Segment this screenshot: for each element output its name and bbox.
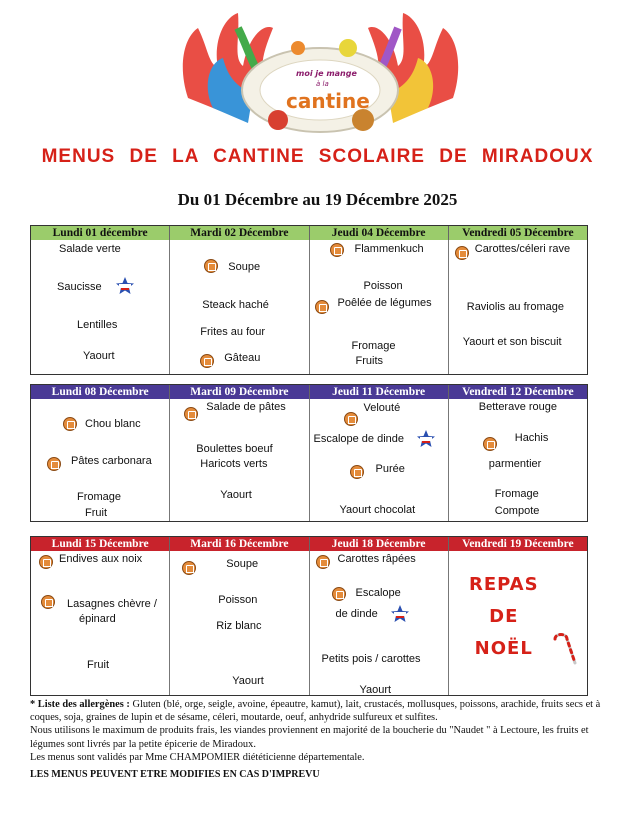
day-header: Vendredi 05 Décembre xyxy=(448,226,587,240)
menu-item: Carottes râpées xyxy=(337,553,416,565)
noel-line: DE xyxy=(489,606,519,627)
day-menu xyxy=(309,399,448,521)
menu-item: Raviolis au fromage xyxy=(466,301,564,313)
footnotes xyxy=(30,698,620,764)
menu-item: Yaourt xyxy=(83,350,115,362)
menu-item: Salade verte xyxy=(59,243,121,255)
day-header: Mardi 02 Décembre xyxy=(169,226,308,240)
homemade-icon xyxy=(182,561,196,575)
menu-item: Purée xyxy=(375,463,405,475)
menu-item: Yaourt xyxy=(220,489,252,501)
day-menu xyxy=(169,240,308,374)
homemade-icon xyxy=(332,587,346,601)
menu-item: Boulettes boeuf xyxy=(196,443,273,455)
menu-item: Fruit xyxy=(87,659,109,671)
candy-cane-icon xyxy=(549,631,581,667)
week-2-table xyxy=(30,384,588,522)
homemade-icon xyxy=(344,412,358,426)
label-rouge-star-icon xyxy=(416,429,436,449)
menu-item: Yaourt xyxy=(359,684,392,696)
menu-item: Steack haché xyxy=(202,299,269,311)
day-menu xyxy=(448,240,587,374)
homemade-icon xyxy=(330,243,344,257)
sourcing-note: Nous utilisons le maximum de produits frais, les viandes proviennent en majorité de la boucherie du "Naudet " à Lectoure, les fruits et légumes sont livrés par la petite épicerie de Miradoux. xyxy=(30,725,589,750)
homemade-icon xyxy=(483,437,497,451)
day-header: Vendredi 19 Décembre xyxy=(448,537,587,551)
cantine-logo xyxy=(178,8,463,138)
menu-item: Salade de pâtes xyxy=(206,401,286,413)
week-3-table xyxy=(30,536,588,696)
menu-item: Poisson xyxy=(363,280,403,292)
day-menu xyxy=(31,399,169,521)
menu-item: Poêlée de légumes xyxy=(337,297,432,309)
day-menu-christmas xyxy=(448,551,587,695)
homemade-icon xyxy=(63,417,77,431)
modification-warning: LES MENUS PEUVENT ETRE MODIFIES EN CAS D'IMPREVU xyxy=(30,769,320,780)
menu-item: Chou blanc xyxy=(85,418,141,430)
homemade-icon xyxy=(41,595,55,609)
menu-item: Lasagnes chèvre / xyxy=(67,598,157,610)
menu-item: Haricots verts xyxy=(200,458,268,470)
noel-line: NOËL xyxy=(474,638,533,659)
homemade-icon xyxy=(316,555,330,569)
menu-item: Fromage xyxy=(77,491,122,503)
menu-item: Hachis xyxy=(514,432,549,444)
day-menu xyxy=(169,551,308,695)
day-header: Mardi 09 Décembre xyxy=(169,385,308,399)
page-title: MENUS DE LA CANTINE SCOLAIRE DE MIRADOUX xyxy=(41,146,594,167)
day-menu xyxy=(31,551,169,695)
label-rouge-star-icon xyxy=(390,604,410,624)
homemade-icon xyxy=(39,555,53,569)
day-header: Jeudi 18 Décembre xyxy=(309,537,448,551)
day-menu xyxy=(31,240,169,374)
christmas-meal-text xyxy=(459,569,549,665)
day-header: Vendredi 12 Décembre xyxy=(448,385,587,399)
menu-item: Carottes/céleri rave xyxy=(474,243,571,255)
menu-item: Yaourt et son biscuit xyxy=(462,336,562,348)
menu-item: Velouté xyxy=(363,402,401,414)
menu-item: Soupe xyxy=(226,558,259,570)
menu-item: Fruits xyxy=(355,355,383,367)
menu-item: Pâtes carbonara xyxy=(71,455,152,467)
homemade-icon xyxy=(350,465,364,479)
menu-item: Lentilles xyxy=(77,319,118,331)
menu-item: Endives aux noix xyxy=(59,553,143,565)
homemade-icon xyxy=(47,457,61,471)
logo-word: cantine xyxy=(286,89,370,113)
menu-item: Soupe xyxy=(228,261,261,273)
homemade-icon xyxy=(200,354,214,368)
day-menu xyxy=(169,399,308,521)
menu-item: Frites au four xyxy=(200,326,266,338)
logo-line1: moi je mange xyxy=(296,69,357,78)
menu-item: Compote xyxy=(494,505,540,517)
logo-line2: à la xyxy=(316,80,329,88)
day-menu xyxy=(309,551,448,695)
menu-item: Escalope xyxy=(355,587,401,599)
date-range: Du 01 Décembre au 19 Décembre 2025 xyxy=(177,190,458,209)
label-rouge-star-icon xyxy=(115,276,135,296)
menu-item: Fromage xyxy=(351,340,396,352)
allergen-label: * Liste des allergènes : xyxy=(30,699,130,710)
menu-item: Fromage xyxy=(494,488,539,500)
menu-item: Yaourt chocolat xyxy=(339,504,416,516)
day-menu xyxy=(448,399,587,521)
menu-item: Escalope de dinde xyxy=(313,433,405,445)
day-header: Lundi 01 décembre xyxy=(31,226,169,240)
homemade-icon xyxy=(204,259,218,273)
day-header: Lundi 15 Décembre xyxy=(31,537,169,551)
week-1-table xyxy=(30,225,588,375)
menu-item: parmentier xyxy=(488,458,542,470)
day-header: Jeudi 11 Décembre xyxy=(309,385,448,399)
menu-item: Gâteau xyxy=(224,352,261,364)
menu-item: de dinde xyxy=(335,608,378,620)
menu-item: Fruit xyxy=(85,507,107,519)
day-header: Lundi 08 Décembre xyxy=(31,385,169,399)
menu-item: Poisson xyxy=(218,594,258,606)
menu-item: épinard xyxy=(79,613,116,625)
allergen-text: Gluten (blé, orge, seigle, avoine, épeautre, kamut), lait, crustacés, mollusques, poissons, arachide, fruits secs et à coques, soja, graines de lupin et de sésame, céleri, moutarde, oeuf, anhydride sulfureux et sulfites. xyxy=(30,699,601,724)
day-header: Mardi 16 Décembre xyxy=(169,537,308,551)
menu-item: Riz blanc xyxy=(216,620,262,632)
menu-item: Saucisse xyxy=(57,281,102,293)
day-header: Jeudi 04 Décembre xyxy=(309,226,448,240)
menu-item: Petits pois / carottes xyxy=(321,653,421,665)
menu-item: Flammenkuch xyxy=(354,243,424,255)
validation-note: Les menus sont validés par Mme CHAMPOMIER diététicienne départementale. xyxy=(30,751,365,763)
menu-item: Yaourt xyxy=(232,675,264,687)
homemade-icon xyxy=(455,246,469,260)
day-menu xyxy=(309,240,448,374)
homemade-icon xyxy=(184,407,198,421)
menu-item: Betterave rouge xyxy=(478,401,558,413)
noel-line: REPAS xyxy=(468,574,539,595)
homemade-icon xyxy=(315,300,329,314)
